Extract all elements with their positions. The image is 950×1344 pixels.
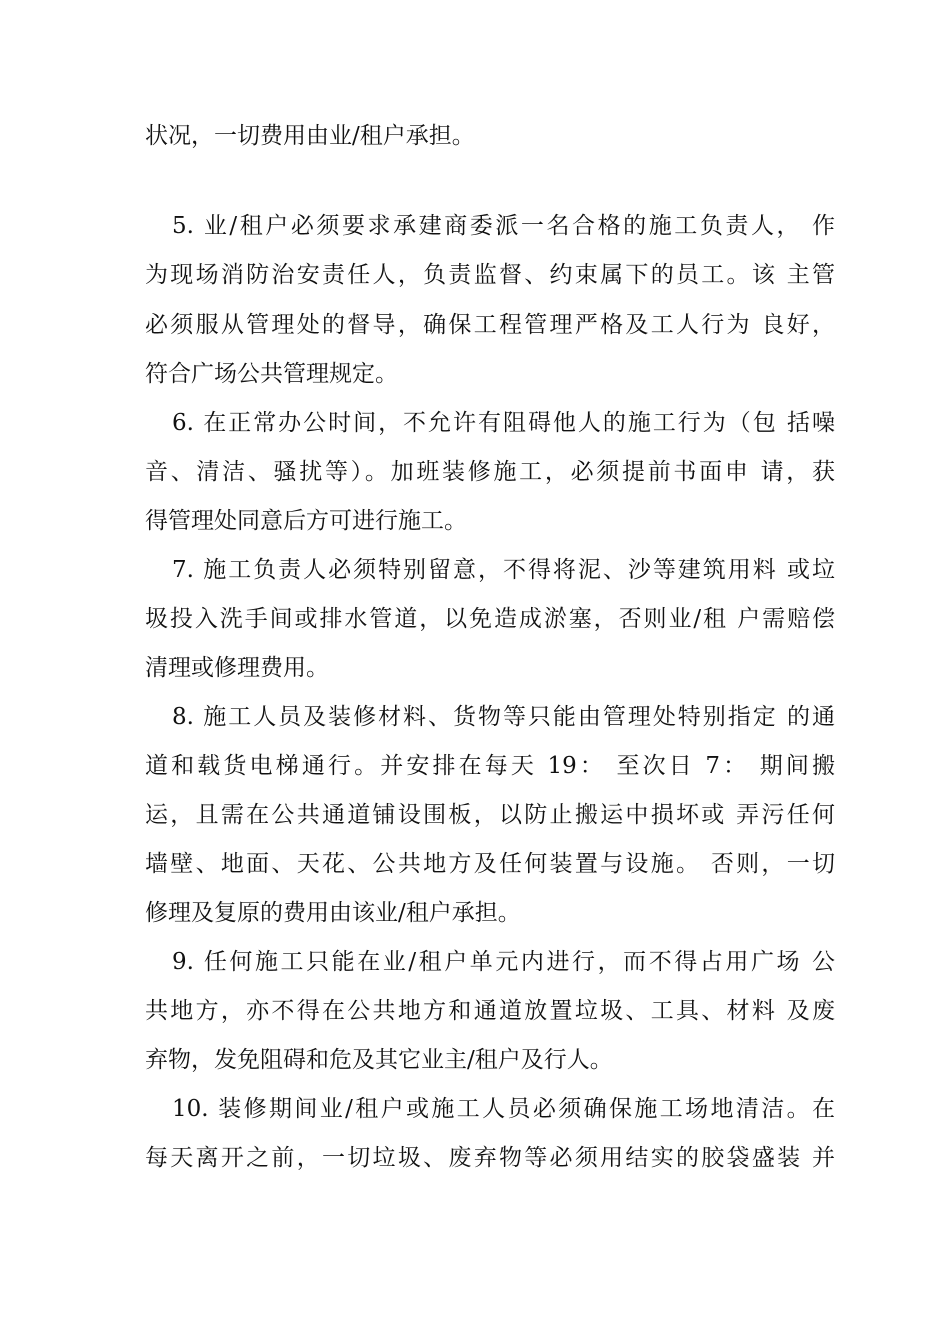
text-line: 得管理处同意后方可进行施工。 [145, 508, 467, 534]
text-line: 7. 施工负责人必须特别留意，不得将泥、沙等建筑用料 或垃 [172, 557, 835, 583]
text-line: 共地方，亦不得在公共地方和通道放置垃圾、工具、材料 及废 [145, 998, 835, 1024]
text-line: 弃物，发免阻碍和危及其它业主/租户及行人。 [145, 1047, 613, 1073]
text-line: 音、清洁、骚扰等）。加班装修施工，必须提前书面申 请，获 [145, 459, 835, 485]
text-line: 符合广场公共管理规定。 [145, 361, 398, 387]
text-line: 状况，一切费用由业/租户承担。 [145, 123, 475, 149]
text-line: 8. 施工人员及装修材料、货物等只能由管理处特别指定 的通 [172, 704, 835, 730]
text-line: 运，且需在公共通道铺设围板，以防止搬运中损坏或 弄污任何 [145, 802, 835, 828]
text-line: 圾投入洗手间或排水管道，以免造成淤塞，否则业/租 户需赔偿 [145, 606, 835, 632]
text-line: 墙壁、地面、天花、公共地方及任何装置与设施。 否则，一切 [145, 851, 835, 877]
text-line: 每天离开之前，一切垃圾、废弃物等必须用结实的胶袋盛装 并 [145, 1145, 835, 1171]
text-line: 6. 在正常办公时间，不允许有阻碍他人的施工行为（包 括噪 [172, 410, 835, 436]
text-line: 为现场消防治安责任人，负责监督、约束属下的员工。该 主管 [145, 262, 835, 288]
text-line: 清理或修理费用。 [145, 655, 329, 681]
text-line: 5. 业/租户必须要求承建商委派一名合格的施工负责人， 作 [172, 213, 835, 239]
text-line: 必须服从管理处的督导，确保工程管理严格及工人行为 良好， [145, 312, 835, 338]
text-line: 10. 装修期间业/租户或施工人员必须确保施工场地清洁。在 [172, 1096, 835, 1122]
text-line: 修理及复原的费用由该业/租户承担。 [145, 900, 521, 926]
text-line: 道和载货电梯通行。并安排在每天 19： 至次日 7： 期间搬 [145, 753, 835, 779]
text-line: 9. 任何施工只能在业/租户单元内进行，而不得占用广场 公 [172, 949, 835, 975]
